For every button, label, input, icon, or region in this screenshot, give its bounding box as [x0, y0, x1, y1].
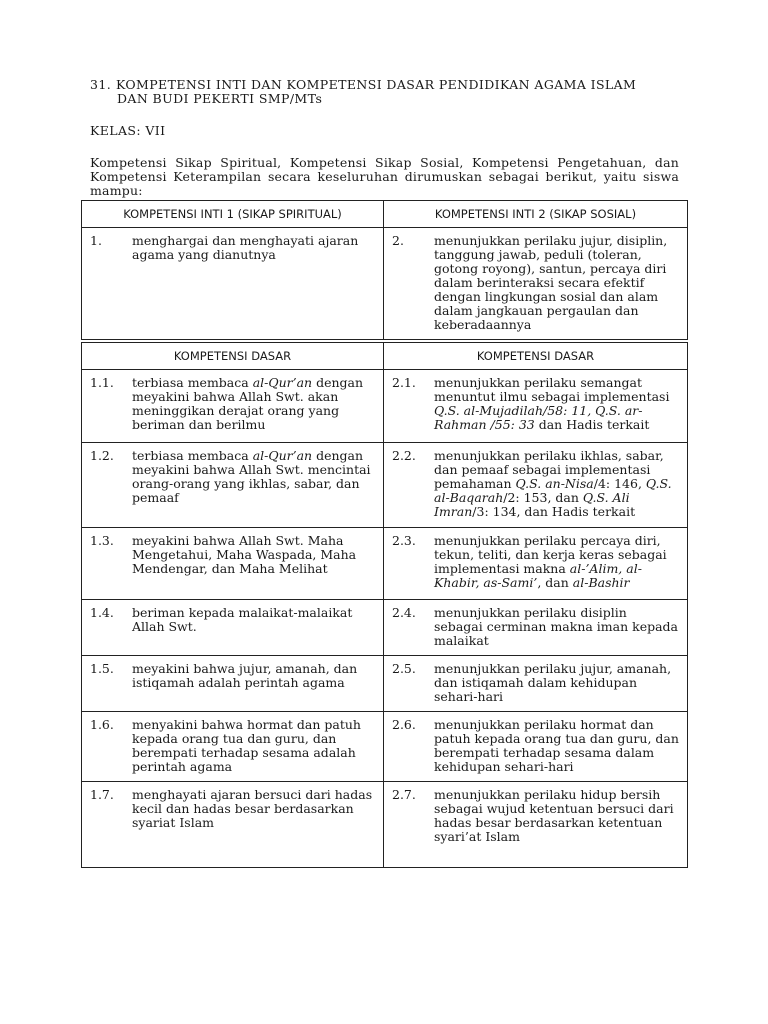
kd-text: meyakini bahwa jujur, amanah, dan istiqamah adalah perintah agama	[132, 661, 358, 690]
section-title-line2: DAN BUDI PEKERTI SMP/MTs	[117, 91, 323, 106]
section-heading	[90, 78, 690, 106]
kd-number: 1.4.	[90, 605, 114, 620]
kd-number: 1.5.	[90, 661, 114, 676]
table-row	[82, 782, 688, 868]
kd-text: beriman kepada malaikat-malaikat Allah Swt.	[132, 605, 353, 634]
kd-cell	[384, 370, 688, 443]
kd-text: menunjukkan perilaku hidup bersih sebagai wujud ketentuan bersuci dari hadas besar berdasarkan ketentuan syari’at Islam	[434, 787, 674, 844]
kd-number: 2.6.	[392, 717, 416, 732]
class-label: KELAS: VII	[90, 123, 166, 138]
ki1-header: KOMPETENSI INTI 1 (SIKAP SPIRITUAL)	[82, 201, 384, 228]
table-row	[82, 600, 688, 656]
table-row	[82, 443, 688, 528]
kd-number: 1.2.	[90, 448, 114, 463]
kd-number: 2.7.	[392, 787, 416, 802]
kd-cell	[82, 528, 384, 600]
kd-text: terbiasa membaca al-Qur’an dengan meyakini bahwa Allah Swt. mencintai orang-orang yang ikhlas, sabar, dan pemaaf	[132, 448, 371, 505]
kd-cell	[82, 600, 384, 656]
kd-text: menyakini bahwa hormat dan patuh kepada orang tua dan guru, dan berempati terhadap sesama adalah perintah agama	[132, 717, 361, 774]
table-row	[82, 712, 688, 782]
table-row	[82, 528, 688, 600]
kd-cell	[384, 782, 688, 868]
ki2-number: 2.	[392, 233, 404, 248]
kd-right-header: KOMPETENSI DASAR	[384, 343, 688, 370]
kompetensi-inti-table	[81, 200, 688, 340]
intro-paragraph: Kompetensi Sikap Spiritual, Kompetensi Sikap Sosial, Kompetensi Pengetahuan, dan Kompetensi Keterampilan secara keseluruhan dirumuskan sebagai berikut, yaitu siswa mampu:	[90, 155, 679, 198]
kd-cell	[82, 782, 384, 868]
kd-text: menghayati ajaran bersuci dari hadas kecil dan hadas besar berdasarkan syariat Islam	[132, 787, 373, 830]
section-number: 31.	[90, 77, 112, 92]
kd-text: menunjukkan perilaku percaya diri, tekun, teliti, dan kerja keras sebagai implementasi makna al-’Alim, al- Khabir, as-Sami’, dan al-Bashir	[434, 533, 667, 590]
table-row	[82, 656, 688, 712]
kd-cell	[384, 656, 688, 712]
kd-number: 1.7.	[90, 787, 114, 802]
kd-cell	[82, 370, 384, 443]
kd-cell	[384, 712, 688, 782]
ki1-number: 1.	[90, 233, 102, 248]
kd-text: menunjukkan perilaku semangat menuntut ilmu sebagai implementasi Q.S. al-Mujadilah/58: 11, Q.S. ar-Rahman /55: 33 dan Hadis terkait	[434, 375, 670, 432]
ki2-cell	[384, 228, 688, 340]
kd-cell	[82, 656, 384, 712]
table-row	[82, 370, 688, 443]
ki1-cell	[82, 228, 384, 340]
kd-number: 1.1.	[90, 375, 114, 390]
kd-cell	[384, 528, 688, 600]
kd-number: 2.5.	[392, 661, 416, 676]
kd-left-header: KOMPETENSI DASAR	[82, 343, 384, 370]
ki1-text: menghargai dan menghayati ajaran agama yang dianutnya	[132, 233, 359, 262]
kd-number: 2.3.	[392, 533, 416, 548]
kd-number: 2.1.	[392, 375, 416, 390]
kd-cell	[384, 600, 688, 656]
kd-text: menunjukkan perilaku disiplin sebagai cerminan makna iman kepada malaikat	[434, 605, 679, 648]
kd-text: menunjukkan perilaku jujur, amanah, dan istiqamah dalam kehidupan sehari-hari	[434, 661, 672, 704]
kd-number: 1.6.	[90, 717, 114, 732]
kd-cell	[384, 443, 688, 528]
kd-text: menunjukkan perilaku hormat dan patuh kepada orang tua dan guru, dan berempati terhadap sesama dalam kehidupan sehari-hari	[434, 717, 679, 774]
kd-number: 2.2.	[392, 448, 416, 463]
kd-number: 1.3.	[90, 533, 114, 548]
kd-cell	[82, 443, 384, 528]
ki2-text: menunjukkan perilaku jujur, disiplin, tanggung jawab, peduli (toleran, gotong royong), santun, percaya diri dalam berinteraksi secara efektif dengan lingkungan sosial dan alam dalam jangkauan pergaulan dan keberadaannya	[434, 233, 668, 332]
kd-text: meyakini bahwa Allah Swt. Maha Mengetahui, Maha Waspada, Maha Mendengar, dan Maha Melihat	[132, 533, 357, 576]
section-title-line1: KOMPETENSI INTI DAN KOMPETENSI DASAR PENDIDIKAN AGAMA ISLAM	[116, 77, 637, 92]
kompetensi-dasar-table	[81, 342, 688, 868]
ki2-header: KOMPETENSI INTI 2 (SIKAP SOSIAL)	[384, 201, 688, 228]
kd-text: menunjukkan perilaku ikhlas, sabar, dan pemaaf sebagai implementasi pemahaman Q.S. an-Nisa/4: 146, Q.S. al-Baqarah/2: 153, dan Q.S. Ali Imran/3: 134, dan Hadis terkait	[434, 448, 672, 519]
kd-text: terbiasa membaca al-Qur’an dengan meyakini bahwa Allah Swt. akan meninggikan derajat orang yang beriman dan berilmu	[132, 375, 364, 432]
kd-number: 2.4.	[392, 605, 416, 620]
kd-cell	[82, 712, 384, 782]
